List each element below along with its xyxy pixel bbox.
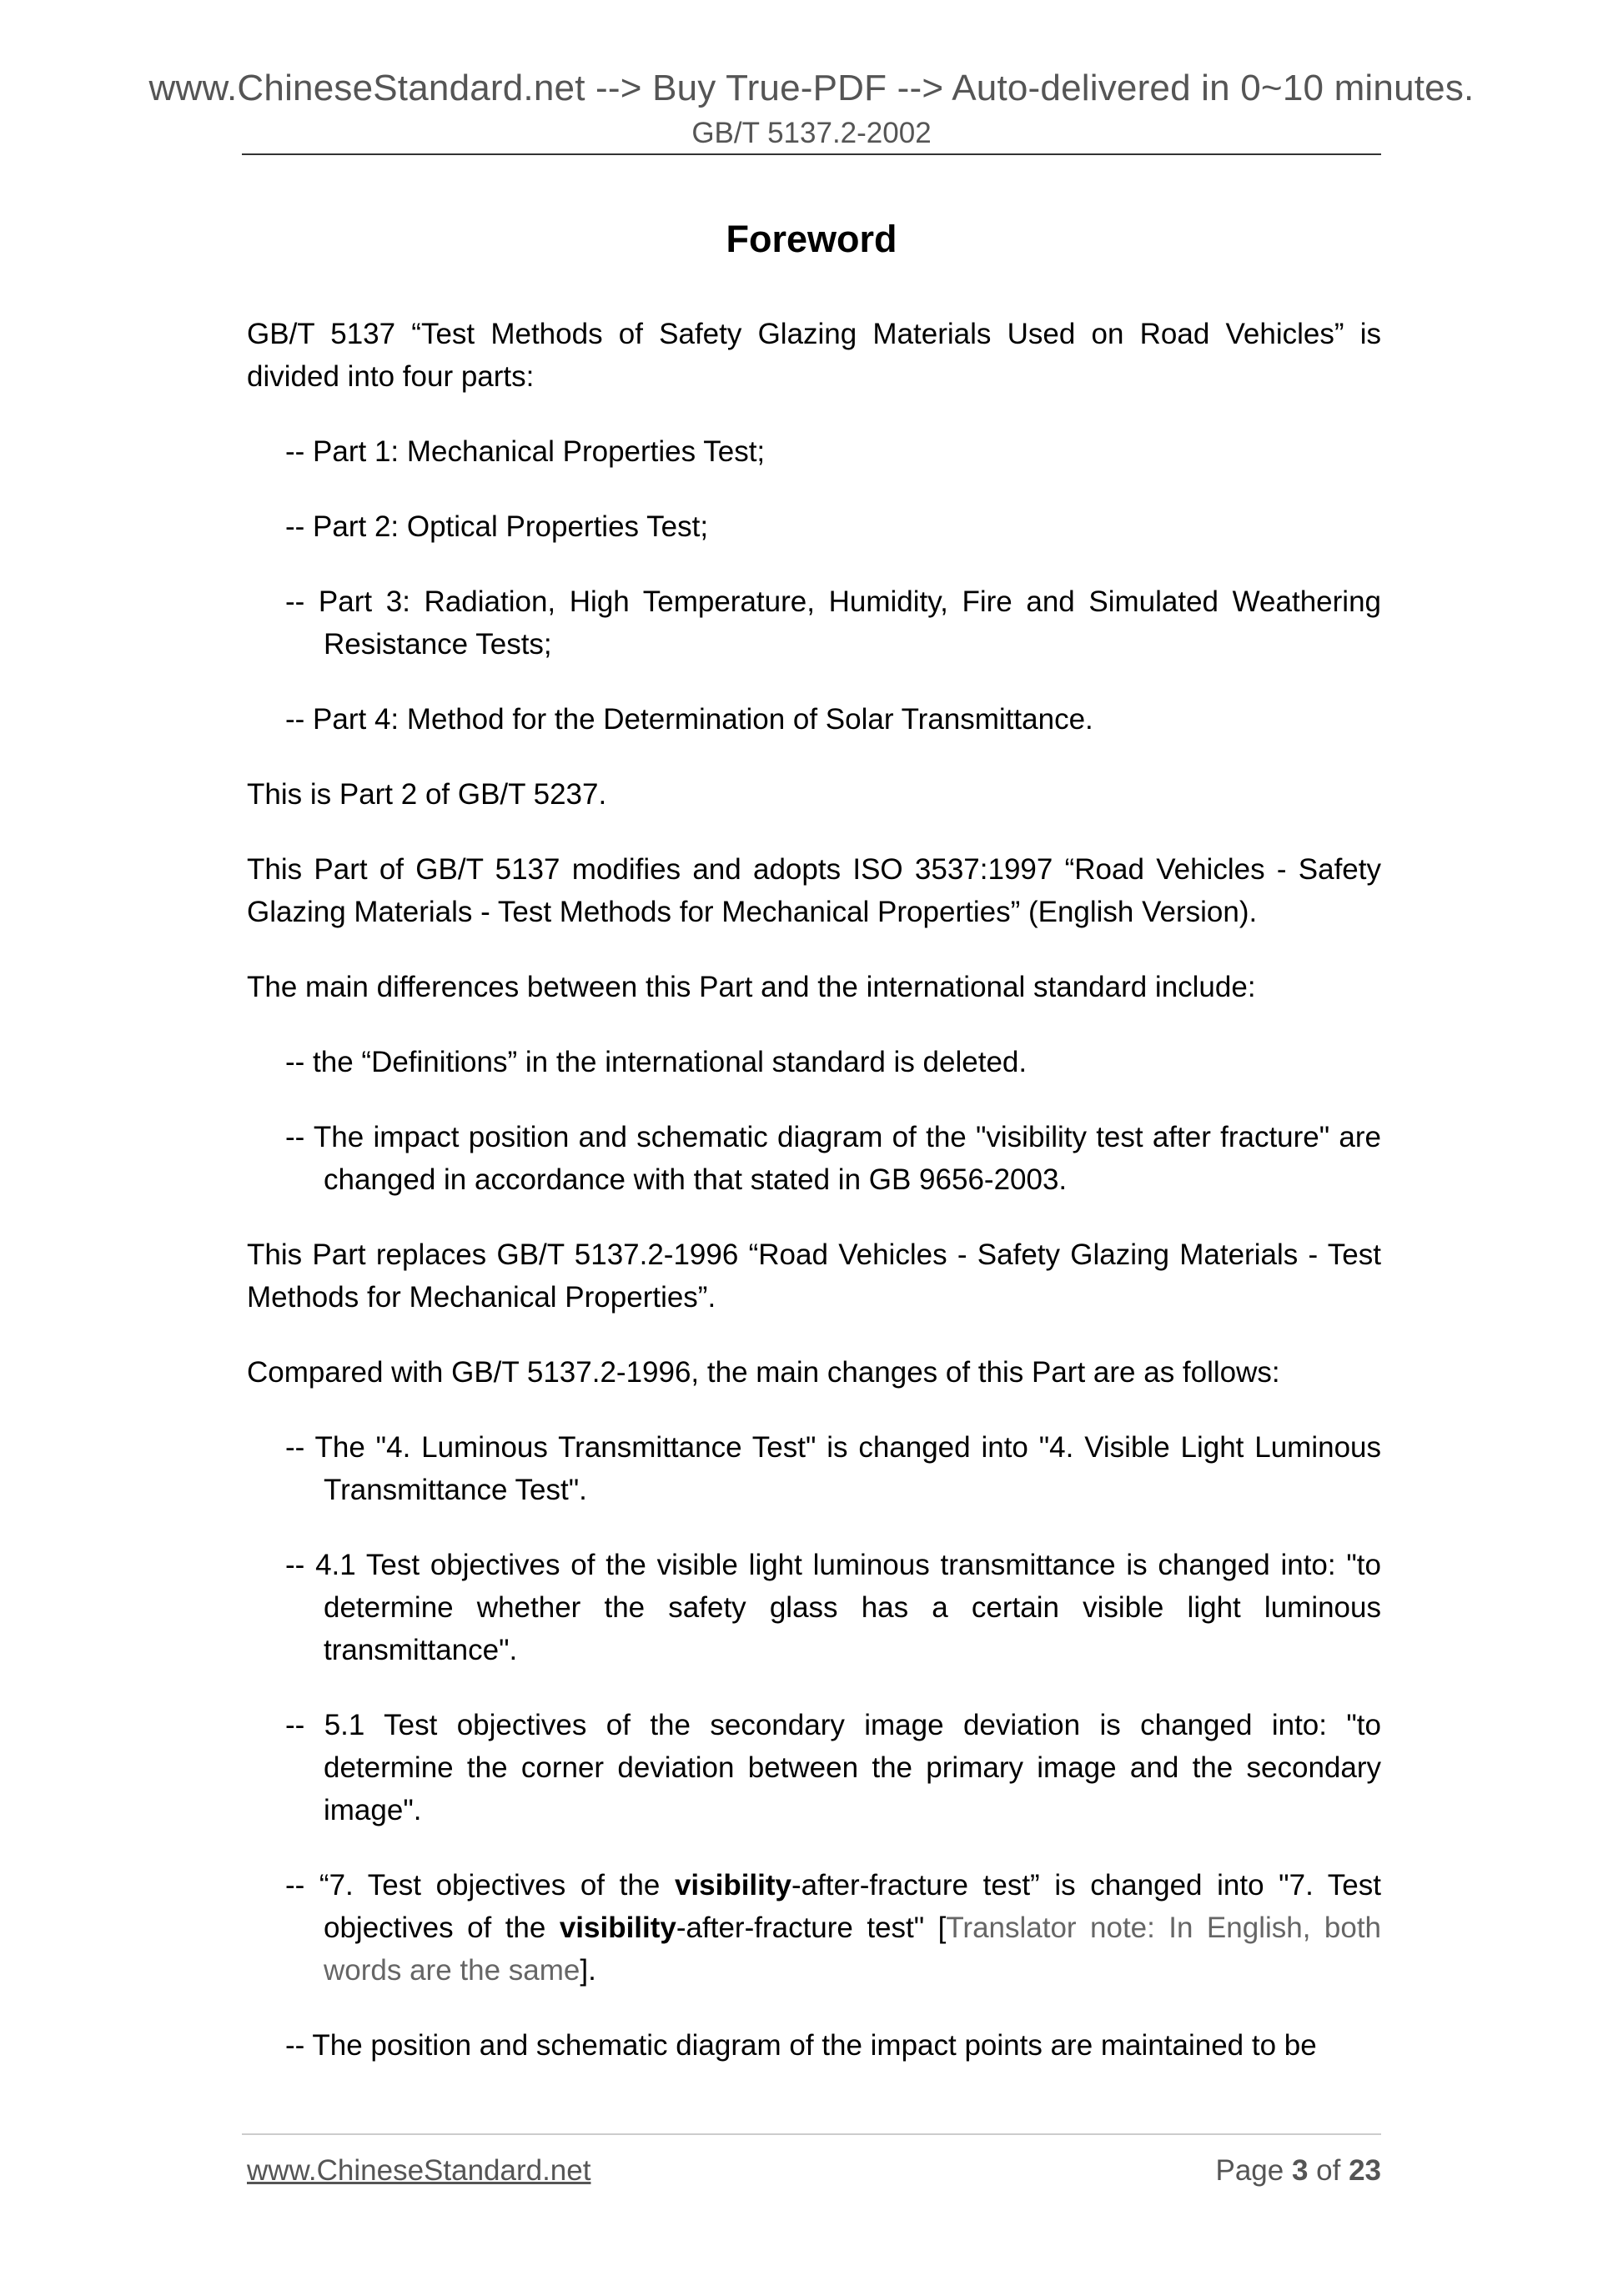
paragraph: This Part of GB/T 5137 modifies and adopts ISO 3537:1997 “Road Vehicles - Safety Glazing Materials - Test Methods for Mechanical Properties” (English Version). [247,853,1381,928]
list-item-text: ]. [580,1954,596,1987]
list-item: -- the “Definitions” in the international standard is deleted. [285,1046,1028,1078]
list-item-text: -after-fracture test” is changed into "7. Test objectives of the [324,1869,1381,1944]
document-body [247,313,1381,2099]
emphasis-text: visibility [674,1869,791,1902]
footer-divider [242,2133,1381,2135]
list-item: -- Part 1: Mechanical Properties Test; [285,435,766,468]
list-item-text: -- “7. Test objectives of the [285,1869,675,1902]
list-item [247,1864,1381,1992]
header-banner: www.ChineseStandard.net --> Buy True-PDF --> Auto-delivered in 0~10 minutes. [148,68,1475,108]
paragraph: The main differences between this Part and the international standard include: [247,971,1256,1003]
paragraph: Compared with GB/T 5137.2-1996, the main changes of this Part are as follows: [247,1356,1280,1389]
total-pages: 23 [1349,2154,1381,2187]
page-of: of [1308,2154,1349,2187]
list-item: -- The "4. Luminous Transmittance Test" is changed into "4. Visible Light Luminous Transmittance Test". [285,1431,1381,1506]
list-item: -- The impact position and schematic diagram of the "visibility test after fracture" are changed in accordance with that stated in GB 9656-2003. [285,1121,1381,1196]
page-title: Foreword [726,218,897,260]
current-page: 3 [1291,2154,1309,2187]
list-item: -- 5.1 Test objectives of the secondary image deviation is changed into: "to determine the corner deviation between the primary image and the secondary image". [285,1709,1381,1826]
list-item: -- Part 4: Method for the Determination of Solar Transmittance. [285,703,1093,736]
emphasis-text: visibility [559,1912,676,1944]
list-item: -- 4.1 Test objectives of the visible light luminous transmittance is changed into: "to determine whether the safety glass has a certain visible light luminous transmittance". [285,1549,1381,1666]
page-prefix: Page [1215,2154,1292,2187]
footer-site-link[interactable]: www.ChineseStandard.net [247,2154,591,2187]
intro-paragraph: GB/T 5137 “Test Methods of Safety Glazing Materials Used on Road Vehicles” is divided into four parts: [247,318,1381,393]
list-item: -- The position and schematic diagram of the impact points are maintained to be [285,2029,1317,2062]
header-divider [242,153,1381,155]
list-item-text: -after-fracture test" [ [676,1912,947,1944]
standard-id: GB/T 5137.2-2002 [691,117,932,149]
paragraph: This Part replaces GB/T 5137.2-1996 “Road Vehicles - Safety Glazing Materials - Test Methods for Mechanical Properties”. [247,1238,1381,1314]
list-item: -- Part 2: Optical Properties Test; [285,510,709,543]
list-item: -- Part 3: Radiation, High Temperature, Humidity, Fire and Simulated Weathering Resistance Tests; [285,585,1381,661]
page-number [1215,2152,1381,2190]
translator-note: Translator note: In English, both words are the same [324,1912,1382,1987]
paragraph: This is Part 2 of GB/T 5237. [247,778,607,811]
